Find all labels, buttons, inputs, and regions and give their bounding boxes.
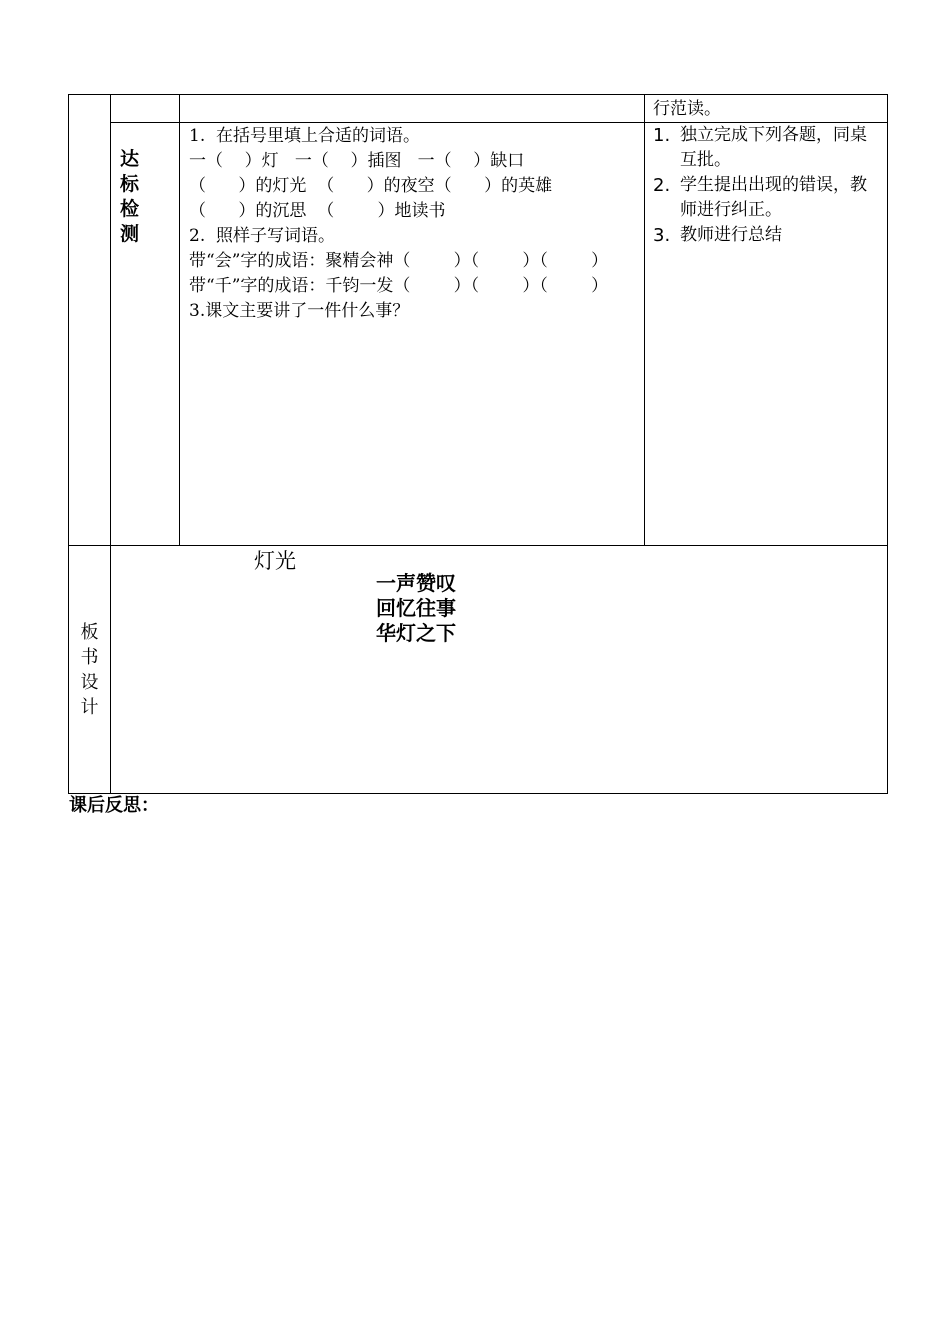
empty-cell xyxy=(180,95,645,123)
table-row xyxy=(69,123,888,546)
reflection-label: 课后反思： xyxy=(69,795,159,816)
step-number: 1. xyxy=(653,125,671,146)
task-line: 3.课文主要讲了一件什么事？ xyxy=(189,301,410,321)
board-label-cell xyxy=(69,546,111,794)
tasks-cell xyxy=(180,123,645,546)
activity-text: 行范读。 xyxy=(653,99,721,119)
board-label: 板书设计 xyxy=(80,622,99,718)
task-line: 一（ ）灯 一（ ）插图 一（ ）缺口 xyxy=(189,151,525,171)
step-text: 教师进行总结 xyxy=(680,225,782,245)
table-row xyxy=(69,546,888,794)
steps-cell xyxy=(645,123,888,546)
board-point: 回忆往事 xyxy=(376,596,456,620)
left-margin-cell xyxy=(69,95,111,546)
section-title: 达标检测 xyxy=(120,148,140,245)
step-text: 独立完成下列各题，同桌互批。 xyxy=(680,125,867,170)
step-number: 2. xyxy=(653,175,671,196)
activity-cell xyxy=(645,95,888,123)
step-list xyxy=(645,123,887,248)
step-item xyxy=(653,173,879,223)
task-line: （ ）的灯光 （ ）的夜空（ ）的英雄 xyxy=(189,176,553,196)
table-row xyxy=(69,95,888,123)
task-line: 1. 在括号里填上合适的词语。 xyxy=(189,126,421,146)
task-line: （ ）的沉思 （ ）地读书 xyxy=(189,201,446,221)
step-text: 学生提出出现的错误，教师进行纠正。 xyxy=(680,175,867,220)
task-line: 带“会”字的成语：聚精会神（ ）（ ）（ ） xyxy=(189,251,609,271)
board-points xyxy=(376,571,456,646)
step-item xyxy=(653,123,879,173)
step-number: 3. xyxy=(653,225,671,246)
board-point: 华灯之下 xyxy=(376,621,456,645)
section-label-cell xyxy=(111,123,180,546)
task-list xyxy=(180,123,644,324)
step-item xyxy=(653,223,879,248)
lesson-plan-table xyxy=(68,94,888,794)
empty-cell xyxy=(111,95,180,123)
board-point: 一声赞叹 xyxy=(376,571,456,595)
task-line: 带“千”字的成语：千钧一发（ ）（ ）（ ） xyxy=(189,276,609,296)
board-title: 灯光 xyxy=(254,549,296,573)
board-content-cell xyxy=(111,546,888,794)
task-line: 2. 照样子写词语。 xyxy=(189,226,336,246)
board-design xyxy=(111,546,887,793)
